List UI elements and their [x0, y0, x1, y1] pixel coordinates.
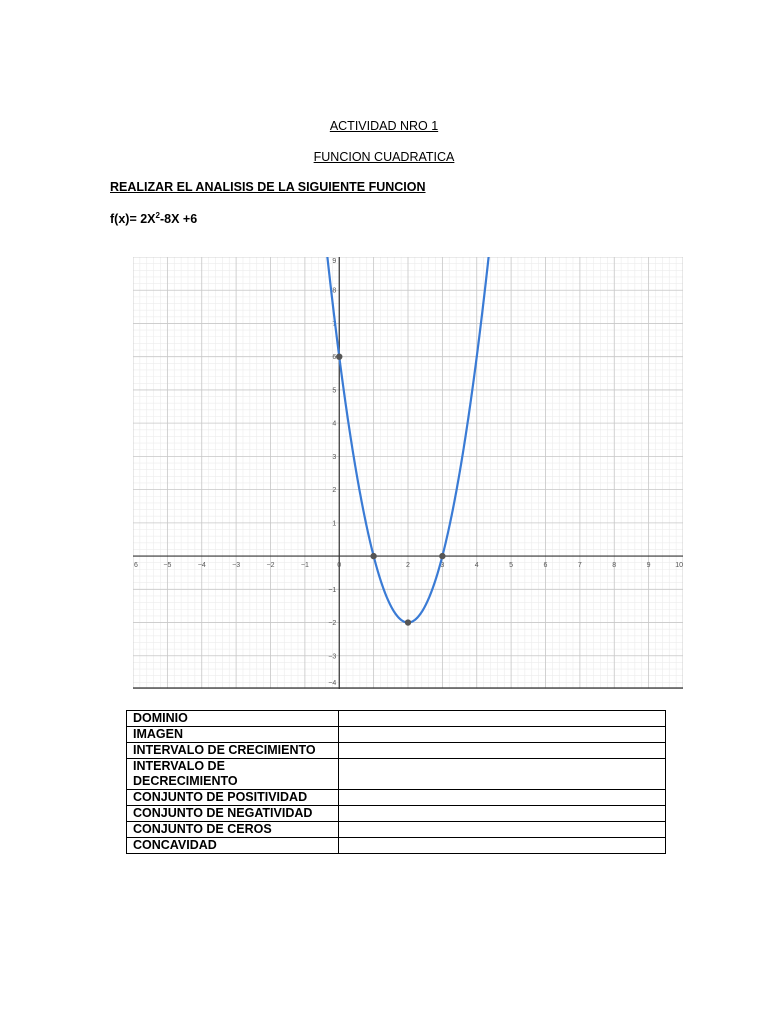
function-point: [405, 619, 411, 625]
table-row: [127, 727, 666, 743]
table-row: [127, 711, 666, 727]
table-row: [127, 790, 666, 806]
row-label: DOMINIO: [127, 711, 339, 727]
x-tick-label: 0: [337, 562, 342, 570]
answer-cell[interactable]: [339, 822, 666, 838]
function-point: [336, 353, 342, 359]
instruction-text: REALIZAR EL ANALISIS DE LA SIGUIENTE FUNCION: [110, 180, 426, 194]
answer-cell[interactable]: [339, 806, 666, 822]
row-label: INTERVALO DE CRECIMIENTO: [127, 743, 339, 759]
x-tick-label: 2: [406, 562, 410, 570]
x-tick-label: 4: [474, 562, 479, 570]
x-tick-label: 7: [577, 562, 582, 570]
answer-cell[interactable]: [339, 711, 666, 727]
y-tick-label: 5: [332, 387, 337, 395]
y-tick-label: 8: [332, 287, 337, 295]
y-tick-label: 3: [332, 453, 337, 461]
table-row: [127, 822, 666, 838]
y-tick-label: 4: [332, 420, 337, 428]
function-formula: [110, 211, 197, 226]
x-tick-label: 5: [509, 562, 514, 570]
x-tick-label: −1: [300, 562, 309, 570]
table-row: [127, 806, 666, 822]
activity-subtitle: FUNCION CUADRATICA: [313, 150, 455, 164]
row-label: CONJUNTO DE NEGATIVIDAD: [127, 806, 339, 822]
x-tick-label: 8: [612, 562, 617, 570]
function-point: [439, 553, 445, 559]
function-graph: [133, 257, 683, 689]
y-tick-label: 7: [332, 320, 337, 328]
y-tick-label: 6: [332, 354, 337, 362]
answer-cell[interactable]: [339, 759, 666, 790]
table-row: [127, 743, 666, 759]
y-tick-label: −1: [328, 586, 337, 594]
row-label: CONCAVIDAD: [127, 838, 339, 854]
y-tick-label: −2: [328, 620, 337, 628]
table-row: [127, 838, 666, 854]
y-tick-label: 2: [332, 487, 337, 495]
table-row: [127, 759, 666, 790]
y-tick-label: 9: [332, 258, 337, 265]
answer-cell[interactable]: [339, 790, 666, 806]
function-exponent: 2: [155, 211, 160, 220]
function-point: [370, 553, 376, 559]
x-tick-label: 6: [134, 562, 138, 570]
function-suffix: -8X +6: [159, 212, 198, 227]
row-label: IMAGEN: [127, 727, 339, 743]
x-tick-label: −3: [232, 562, 241, 570]
x-tick-label: −4: [197, 562, 206, 570]
x-tick-label: 9: [646, 562, 651, 570]
x-tick-label: −5: [163, 562, 172, 570]
function-prefix: f(x)= 2X: [110, 212, 156, 227]
x-tick-label: 10: [675, 562, 683, 570]
row-label: CONJUNTO DE CEROS: [127, 822, 339, 838]
answer-cell[interactable]: [339, 838, 666, 854]
x-tick-label: 6: [543, 562, 548, 570]
x-tick-label: −2: [266, 562, 275, 570]
row-label: CONJUNTO DE POSITIVIDAD: [127, 790, 339, 806]
y-tick-label: −3: [328, 653, 337, 661]
y-tick-label: 1: [332, 520, 337, 528]
activity-title: ACTIVIDAD NRO 1: [329, 119, 439, 133]
y-tick-label: −4: [328, 680, 337, 687]
row-label: INTERVALO DE DECRECIMIENTO: [127, 759, 339, 790]
analysis-table: [126, 710, 666, 854]
answer-cell[interactable]: [339, 743, 666, 759]
x-tick-label: 3: [440, 562, 445, 570]
answer-cell[interactable]: [339, 727, 666, 743]
